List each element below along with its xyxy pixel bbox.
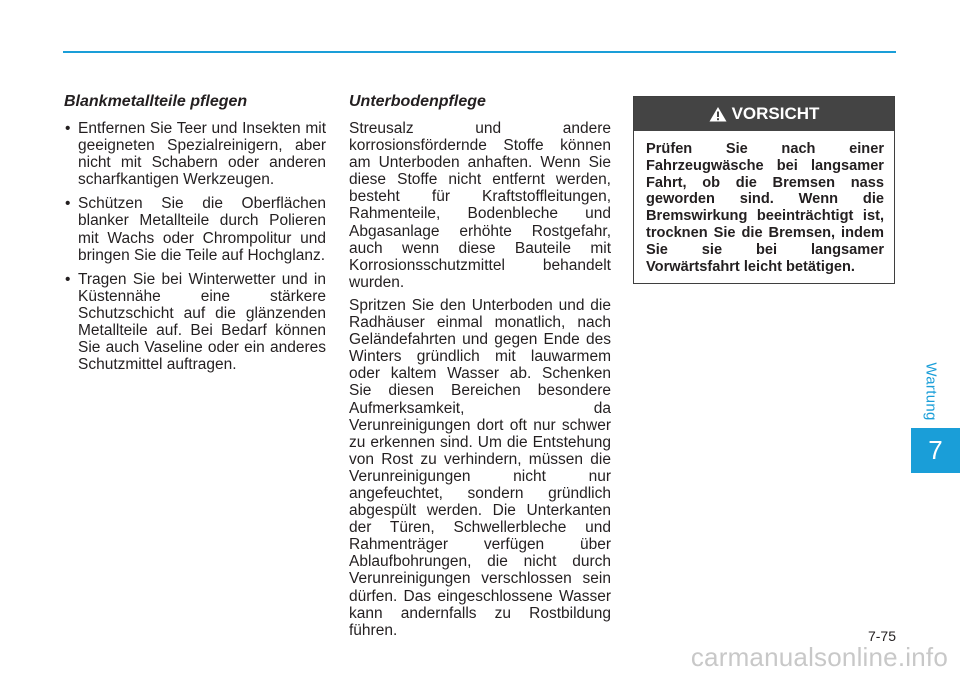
paragraph: Spritzen Sie den Unterboden und die Radhäuser einmal monatlich, nach Geländefahrten und gegen Ende des Winters gründlich mit lauwarmem oder kaltem Wasser ab. Schenken Sie diesen Bereichen besondere Aufmerksamkeit, da Verunreinigungen dort oft nur schwer zu erkennen sind. Um die Entstehung von Rost zu verhindern, müssen die Verunreinigungen nicht nur angefeuchtet, sondern gründlich abgespült werden. Die Unterkanten der Türen, Schwellerbleche und Rahmenträger verfügen über Ablaufbohrungen, die nicht durch Verunreinigungen verschlossen sein dürfen. Das eingeschlossene Wasser kann andernfalls zu Rostbildung führen. xyxy=(349,296,611,639)
chapter-number: 7 xyxy=(928,435,943,465)
bullet-item: • Tragen Sie bei Winterwetter und in Küstennähe eine stärkere Schutzschicht auf die glänzenden Metallteile auf. Bei Bedarf können Sie auch Vaseline oder ein anderes Schutzmittel auftragen. xyxy=(64,271,326,374)
caution-box xyxy=(633,96,895,284)
bullet-list xyxy=(64,120,326,373)
page-number: 7-75 xyxy=(867,628,896,644)
chapter-label-text: Wartung xyxy=(922,361,940,421)
bullet-item: • Entfernen Sie Teer und Insekten mit geeigneten Spezialreinigern, aber nicht mit Schabern oder anderen scharfkantigen Werkzeugen. xyxy=(64,120,326,188)
section-heading-blankmetallteile: Blankmetallteile pflegen xyxy=(64,93,248,110)
paragraph: Streusalz und andere korrosionsfördernde Stoffe können am Unterboden anhaften. Wenn Sie diese Stoffe nicht entfernt werden, besteht für Kraftstoffleitungen, Rahmenteile, Bodenbleche und Abgasanlage erhöhte Rostgefahr, auch wenn diese Bauteile mit Korrosionsschutzmittel behandelt wurden. xyxy=(349,120,611,291)
warning-triangle-icon xyxy=(709,106,727,122)
chapter-label xyxy=(919,346,943,436)
watermark: carmanualsonline.info xyxy=(690,642,948,672)
top-rule xyxy=(63,51,896,53)
caution-title: VORSICHT xyxy=(731,104,820,123)
section-blankmetallteile xyxy=(64,93,326,380)
caution-text: Prüfen Sie nach einer Fahrzeugwäsche bei langsamer Fahrt, ob die Bremsen nass geworden sind. Wenn die Bremswirkung beeinträchtigt ist, trocknen Sie die Bremsen, indem Sie sie bei langsamer Vorwärtsfahrt leicht betätigen. xyxy=(646,141,884,275)
chapter-tab xyxy=(911,428,960,473)
caution-header xyxy=(634,97,894,131)
section-unterbodenpflege xyxy=(349,93,611,645)
bullet-item: • Schützen Sie die Oberflächen blanker Metallteile durch Polieren mit Wachs oder Chrompolitur und bringen Sie die Teile auf Hochglanz. xyxy=(64,195,326,263)
section-heading-unterbodenpflege: Unterbodenpflege xyxy=(349,93,486,110)
